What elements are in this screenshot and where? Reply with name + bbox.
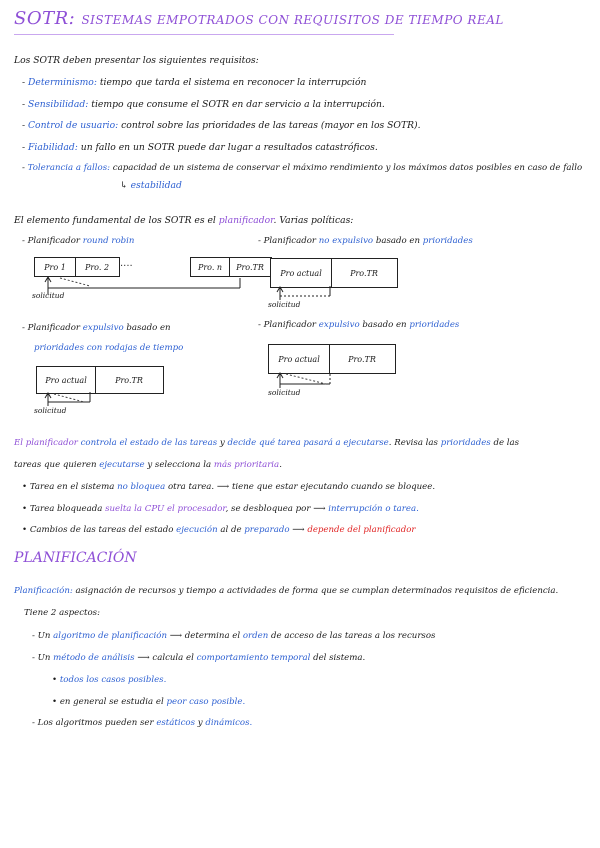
title-acronym: SOTR:: [14, 8, 76, 29]
rr-arrows: [30, 274, 280, 304]
arrow-icon: ↳: [120, 180, 128, 191]
policy-round-robin: - Planificador round robin: [22, 236, 135, 246]
title-underline: [14, 34, 394, 35]
req-text: capacidad de un sistema de conservar el máximo rendimiento y los máximos datos posibles en caso de fallo: [112, 163, 583, 173]
sub1-text: todos los casos posibles.: [59, 675, 167, 685]
desc-e: . Revisa las: [388, 438, 438, 448]
solicitud-label: solicitud: [268, 388, 301, 397]
req-term: Fiabilidad:: [28, 142, 78, 153]
ex-rod-queue: [36, 366, 164, 394]
bullet-c: al de: [220, 525, 242, 535]
req-text: control sobre las prioridades de las tareas (mayor en los SOTR).: [121, 120, 421, 131]
req-tolerancia: - Tolerancia a fallos: capacidad de un sistema de conservar el máximo rendimiento y los máximos datos posibles en caso de fallo: [22, 163, 583, 173]
arrow-icon: ⟶: [313, 504, 326, 514]
cell-actual: Pro actual: [269, 345, 330, 373]
desc-bullet-2: • Tarea bloqueada suelta la CPU el procesador, se desbloquea por ⟶ interrupción o tarea.: [22, 504, 419, 514]
bullet-d: preparado: [244, 525, 290, 535]
policy-label: Planificador: [27, 236, 81, 246]
cell-ptr: Pro.TR: [115, 375, 143, 385]
last-d: dinámicos.: [205, 718, 253, 728]
desc-f: prioridades: [440, 438, 491, 448]
bullet-c: otra tarea.: [167, 482, 215, 492]
a1-c: determina el: [184, 631, 241, 641]
req-term: Sensibilidad:: [28, 99, 89, 110]
desc-line2c: y selecciona la: [147, 460, 212, 470]
desc-b: controla el estado de las tareas: [80, 438, 218, 448]
arrow-icon: ⟶: [292, 525, 305, 535]
policy-label: Planificador: [27, 323, 81, 333]
desc-a: El planificador: [14, 438, 78, 448]
req-sensibilidad: - Sensibilidad: tiempo que consume el SOTR en dar servicio a la interrupción.: [22, 99, 385, 110]
aspect-sub-2: • en general se estudia el peor caso posible.: [52, 697, 246, 707]
req-fiabilidad: - Fiabilidad: un fallo en un SOTR puede dar lugar a resultados catastróficos.: [22, 142, 378, 153]
intro-b: planificador: [218, 215, 274, 226]
cell-ptr: Pro.TR: [350, 268, 378, 278]
ellipsis: ....: [120, 258, 133, 269]
policy-tail: prioridades con rodajas de tiempo: [34, 343, 184, 353]
cell-pn: Pro. n: [191, 258, 230, 276]
req-followup: [120, 180, 182, 191]
policy-tail: prioridades: [422, 236, 473, 246]
aspect-1: - Un algoritmo de planificación ⟶ determina el orden de acceso de las tareas a los recursos: [32, 631, 436, 641]
aspect-sub-1: • todos los casos posibles.: [52, 675, 167, 685]
bullet-a: Tarea en el sistema: [29, 482, 115, 492]
a2-a: Un: [37, 653, 51, 663]
a1-e: de acceso de las tareas a los recursos: [271, 631, 436, 641]
a2-d: comportamiento temporal: [196, 653, 311, 663]
planner-desc-line2: tareas que quieren ejecutarse y selecciona la más prioritaria.: [14, 460, 282, 470]
section-heading: PLANIFICACIÓN: [14, 550, 137, 566]
arrow-icon: ⟶: [216, 482, 230, 492]
a2-b: método de análisis: [53, 653, 135, 663]
cell-ptr: Pro.TR: [348, 354, 376, 364]
plan-definition: [14, 586, 558, 596]
def-term: Planificación:: [14, 586, 73, 596]
cell-ptr: Pro.TR: [236, 262, 264, 272]
arrow-icon: ⟶: [137, 653, 150, 663]
bullet-a: Tarea bloqueada: [29, 504, 103, 514]
planner-intro: [14, 215, 353, 226]
solicitud-label: solicitud: [32, 291, 65, 300]
a1-d: orden: [242, 631, 269, 641]
intro-a: El elemento fundamental de los SOTR es el: [14, 215, 216, 226]
planner-desc-line1: [14, 438, 519, 448]
desc-bullet-1: • Tarea en el sistema no bloquea otra tarea. ⟶ tiene que estar ejecutando cuando se bloquee.: [22, 482, 436, 492]
arrow-icon: ⟶: [169, 631, 183, 641]
intro-c: . Varias políticas:: [273, 215, 354, 226]
last-a: Los algoritmos pueden ser: [37, 718, 154, 728]
def-text: asignación de recursos y tiempo a actividades de forma que se cumplan determinados requisitos de eficiencia.: [75, 586, 559, 596]
req-text: tiempo que consume el SOTR en dar servicio a la interrupción.: [91, 99, 385, 110]
bullet-e: depende del planificador: [307, 525, 416, 535]
desc-c: y: [219, 438, 225, 448]
bullet-d: interrupción o tarea.: [328, 504, 419, 514]
last-c: y: [197, 718, 203, 728]
req-control: - Control de usuario: control sobre las prioridades de las tareas (mayor en los SOTR).: [22, 120, 421, 131]
a2-e: del sistema.: [313, 653, 366, 663]
sub2-b: peor caso posible.: [166, 697, 246, 707]
policy-label: Planificador: [263, 236, 317, 246]
req-text: tiempo que tarda el sistema en reconocer la interrupción: [99, 77, 367, 88]
aspect-2: - Un método de análisis ⟶ calcula el comportamiento temporal del sistema.: [32, 653, 366, 663]
policy-expulsivo: - Planificador expulsivo basado en prioridades: [258, 320, 460, 330]
policy-mid: basado en: [126, 323, 171, 333]
cell-actual: Pro actual: [271, 259, 332, 287]
a2-c: calcula el: [152, 653, 194, 663]
solicitud-label: solicitud: [268, 300, 301, 309]
title-text: SISTEMAS EMPOTRADOS CON REQUISITOS DE TIEMPO REAL: [81, 13, 504, 27]
desc-line2a: tareas que quieren: [14, 460, 97, 470]
policy-name: expulsivo: [318, 320, 360, 330]
last-b: estáticos: [156, 718, 195, 728]
req-term: Control de usuario:: [28, 120, 119, 131]
followup-text: estabilidad: [130, 180, 182, 191]
policy-label: Planificador: [263, 320, 317, 330]
ex-queue: [268, 344, 396, 374]
aspects-intro: Tiene 2 aspectos:: [24, 608, 100, 618]
bullet-d: tiene que estar ejecutando cuando se bloquee.: [231, 482, 436, 492]
policy-mid: basado en: [362, 320, 407, 330]
policy-tail: prioridades: [409, 320, 460, 330]
a1-a: Un: [37, 631, 51, 641]
policy-name: no expulsivo: [318, 236, 374, 246]
bullet-b: suelta la CPU el procesador: [105, 504, 226, 514]
ne-queue: [270, 258, 398, 288]
a1-b: algoritmo de planificación: [53, 631, 167, 641]
bullet-c: , se desbloquea por: [225, 504, 311, 514]
policy-expulsivo-rodajas: - Planificador expulsivo basado en: [22, 323, 171, 333]
bullet-b: ejecución: [176, 525, 218, 535]
bullet-b: no bloquea: [117, 482, 166, 492]
policy-mid: basado en: [375, 236, 421, 246]
desc-line2b: ejecutarse: [99, 460, 145, 470]
desc-d: decide qué tarea pasará a ejecutarse: [227, 438, 389, 448]
policy-name: round robin: [82, 236, 135, 246]
solicitud-label: solicitud: [34, 406, 67, 415]
cell-p2: Pro. 2: [84, 262, 110, 272]
req-term: Tolerancia a fallos:: [27, 163, 111, 173]
desc-line2d: más prioritaria: [213, 460, 280, 470]
algorithms-line: - Los algoritmos pueden ser estáticos y dinámicos.: [32, 718, 253, 728]
req-term: Determinismo:: [28, 77, 97, 88]
desc-g: de las: [493, 438, 520, 448]
cell-actual: Pro actual: [37, 367, 96, 393]
cell-p1: Pro 1: [35, 258, 76, 276]
req-text: un fallo en un SOTR puede dar lugar a resultados catastróficos.: [80, 142, 378, 153]
bullet-a: Cambios de las tareas del estado: [29, 525, 174, 535]
req-determinismo: - Determinismo: tiempo que tarda el sistema en reconocer la interrupción: [22, 77, 367, 88]
page-title: [14, 8, 504, 29]
policy-no-expulsivo: - Planificador no expulsivo basado en prioridades: [258, 236, 473, 246]
desc-bullet-3: • Cambios de las tareas del estado ejecución al de preparado ⟶ depende del planificador: [22, 525, 416, 535]
sub2-a: en general se estudia el: [59, 697, 164, 707]
requirements-intro: Los SOTR deben presentar los siguientes requisitos:: [14, 55, 259, 66]
policy-name: expulsivo: [82, 323, 124, 333]
